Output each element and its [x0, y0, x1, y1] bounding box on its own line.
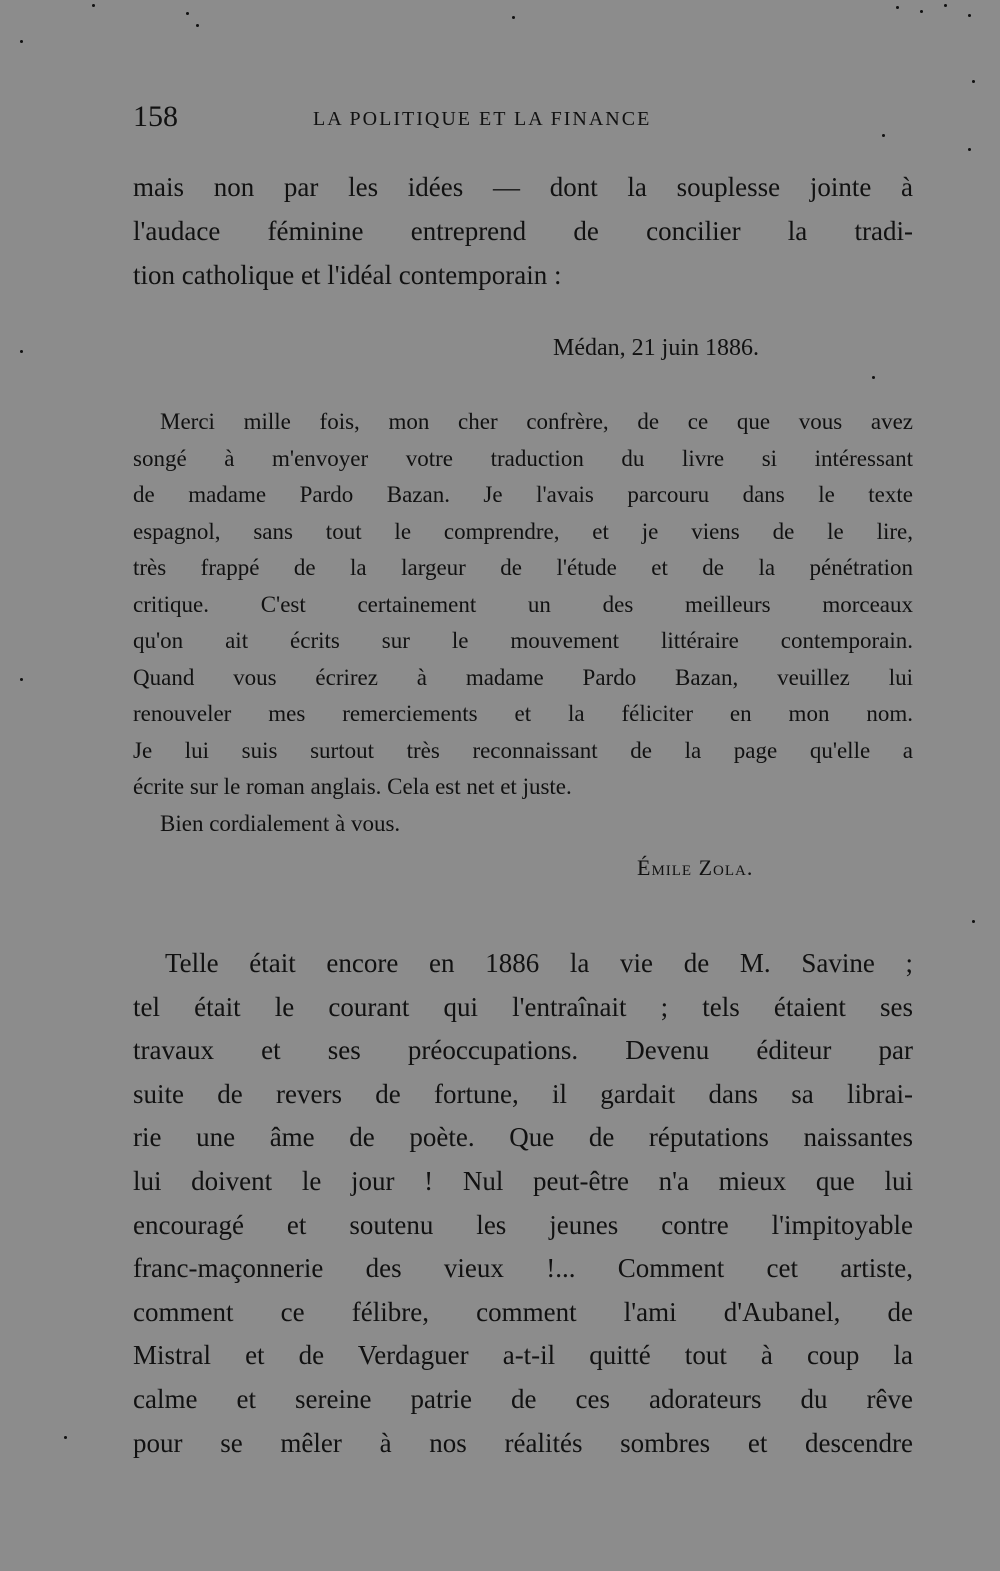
text-line: rie une âme de poète. Que de réputations naissantes: [133, 1122, 913, 1153]
text-line: pour se mêler à nos réalités sombres et descendre: [133, 1427, 913, 1458]
text-line: comment ce félibre, comment l'ami d'Aubanel, de: [133, 1296, 913, 1327]
text-line: Bien cordialement à vous.: [160, 810, 401, 836]
running-head: LA POLITIQUE ET LA FINANCE: [313, 108, 652, 130]
text-line: l'audace féminine entreprend de concilier la tradi-: [133, 216, 913, 246]
text-line: qu'on ait écrits sur le mouvement littéraire contemporain.: [133, 628, 913, 653]
text-line: Merci mille fois, mon cher confrère, de ce que vous avez: [160, 409, 913, 434]
text-line: franc-maçonnerie des vieux !... Comment cet artiste,: [133, 1253, 913, 1284]
text-line: tel était le courant qui l'entraînait ; tels étaient ses: [133, 991, 913, 1022]
text-line: Telle était encore en 1886 la vie de M. Savine ;: [165, 948, 913, 978]
text-line: tion catholique et l'idéal contemporain :: [133, 260, 562, 290]
text-line: suite de revers de fortune, il gardait dans sa librai-: [133, 1078, 913, 1109]
text-line: de madame Pardo Bazan. Je l'avais parcouru dans le texte: [133, 482, 913, 507]
text-line: espagnol, sans tout le comprendre, et je viens de le lire,: [133, 518, 913, 544]
text-line: lui doivent le jour ! Nul peut-être n'a mieux que lui: [133, 1165, 913, 1196]
text-line: Quand vous écrirez à madame Pardo Bazan, veuillez lui: [133, 664, 913, 690]
page-header: [133, 100, 913, 140]
text-line: Mistral et de Verdaguer a-t-il quitté tout à coup la: [133, 1340, 913, 1371]
closing-paragraph: [133, 942, 913, 1465]
text-line: écrite sur le roman anglais. Cela est net et juste.: [133, 774, 572, 799]
letter-signature: Émile Zola.: [637, 855, 754, 880]
text-line: très frappé de la largeur de l'étude et de la pénétration: [133, 555, 913, 580]
text-line: Je lui suis surtout très reconnaissant de la page qu'elle a: [133, 737, 913, 763]
text-line: songé à m'envoyer votre traduction du livre si intéressant: [133, 445, 913, 471]
page-number: 158: [133, 100, 178, 133]
text-line: calme et sereine patrie de ces adorateurs du rêve: [133, 1383, 913, 1414]
letter-body: [133, 404, 913, 842]
letter-dateline: Médan, 21 juin 1886.: [553, 335, 759, 361]
text-line: renouveler mes remerciements et la féliciter en mon nom.: [133, 701, 913, 726]
text-line: critique. C'est certainement un des meilleurs morceaux: [133, 591, 913, 617]
intro-paragraph: [133, 165, 913, 297]
text-line: mais non par les idées — dont la souplesse jointe à: [133, 172, 913, 202]
text-line: travaux et ses préoccupations. Devenu éditeur par: [133, 1035, 913, 1066]
text-line: encouragé et soutenu les jeunes contre l'impitoyable: [133, 1209, 913, 1240]
